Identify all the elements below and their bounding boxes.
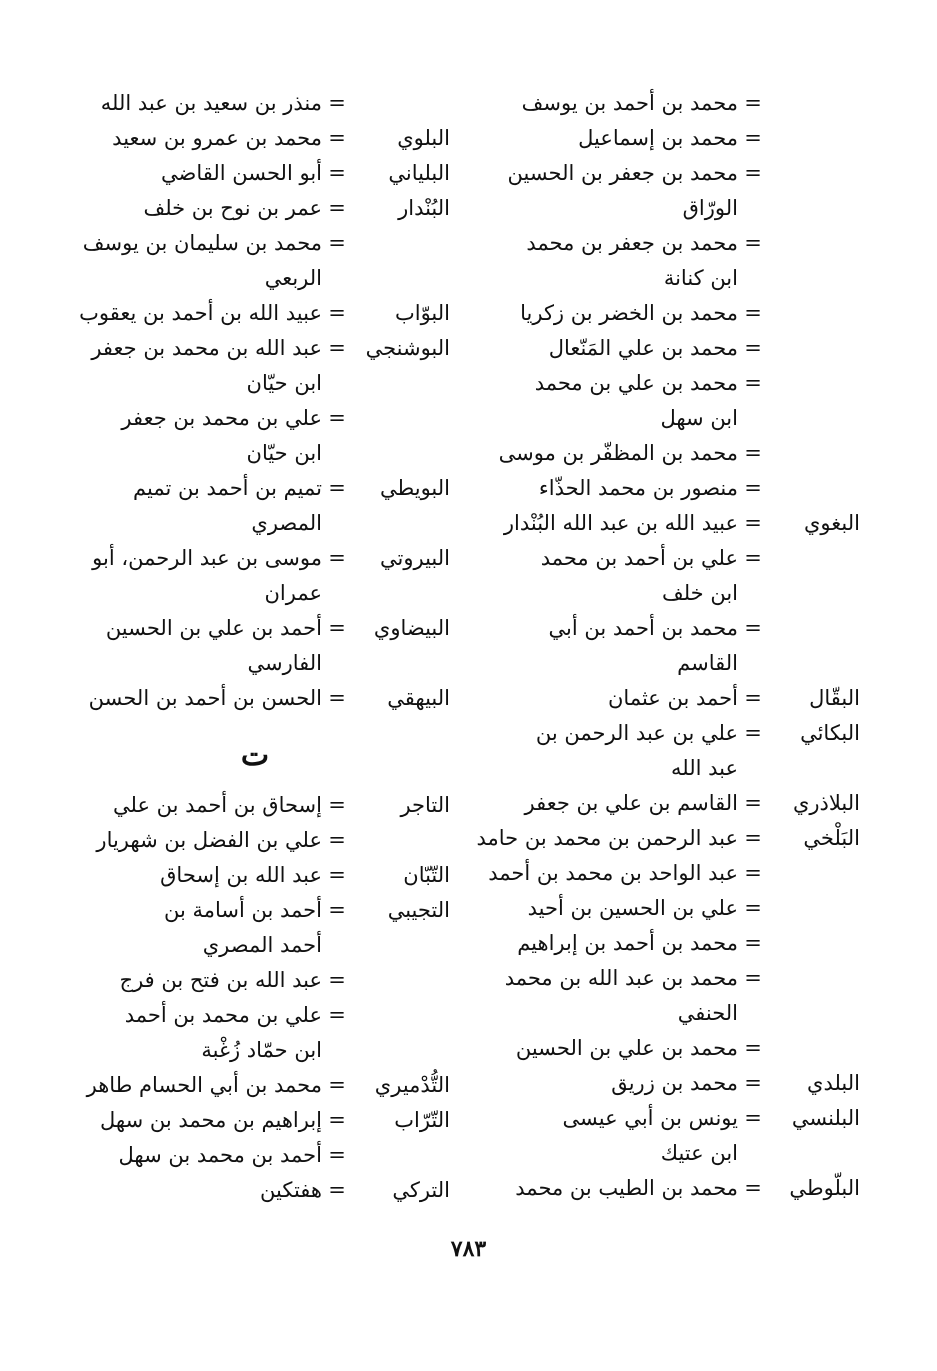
index-entry: [60, 823, 450, 858]
index-entry: [60, 1068, 450, 1103]
equals-sign: =: [744, 896, 762, 920]
entry-nisba: البويطي: [380, 476, 450, 500]
index-entry: [470, 471, 860, 506]
index-entry: [60, 471, 450, 541]
entry-name: [60, 963, 322, 998]
index-entry: [60, 86, 450, 121]
equals-sign: =: [744, 511, 762, 535]
entry-name-line: ابن سهل: [660, 406, 738, 430]
entry-name: [470, 506, 738, 541]
equals-sign: =: [328, 161, 346, 185]
entry-name: [60, 1173, 322, 1208]
entry-name: [60, 296, 322, 331]
equals-sign: =: [744, 1071, 762, 1095]
equals-sign: =: [744, 931, 762, 955]
equals-sign: =: [744, 721, 762, 745]
entry-name: [470, 961, 738, 1031]
entry-name: [470, 856, 738, 891]
entry-name-line: محمد بن علي المَنّعال: [548, 336, 738, 360]
entry-name: [60, 681, 322, 716]
entry-name-line: ابن حيّان: [246, 441, 322, 465]
entry-nisba: البوّاب: [394, 301, 450, 325]
entry-nisba: البَلْخي: [803, 826, 860, 850]
entry-nisba: البيضاوي: [373, 616, 450, 640]
index-entry: [60, 963, 450, 998]
entry-name-line: هفتكين: [260, 1178, 322, 1202]
index-entry: [60, 611, 450, 681]
entry-name-line: عمران: [264, 581, 322, 605]
index-entry: [470, 786, 860, 821]
equals-sign: =: [744, 91, 762, 115]
entry-name: [470, 1101, 738, 1171]
entry-name-line: محمد بن أحمد بن إبراهيم: [517, 931, 738, 955]
entry-name-line: منصور بن محمد الحذّاء: [538, 476, 738, 500]
index-entry: [470, 366, 860, 436]
entry-name-line: عبد الواحد بن محمد بن أحمد: [488, 861, 738, 885]
entry-name-line: محمد بن جعفر بن محمد: [526, 231, 738, 255]
equals-sign: =: [744, 686, 762, 710]
equals-sign: =: [744, 231, 762, 255]
entry-nisba: التّرّاب: [394, 1108, 450, 1132]
entry-nisba: البُنْدار: [398, 196, 450, 220]
index-entry: [470, 436, 860, 471]
equals-sign: =: [744, 966, 762, 990]
entry-name: [60, 893, 322, 963]
equals-sign: =: [744, 441, 762, 465]
entry-nisba: التّبّان: [403, 863, 450, 887]
entry-nisba: البلّوطي: [789, 1176, 860, 1200]
entry-name: [60, 226, 322, 296]
entry-name-line: محمد بن الخضر بن زكريا: [520, 301, 738, 325]
entry-name-line: عبيد الله بن أحمد بن يعقوب: [79, 301, 322, 325]
entry-name-line: علي بن أحمد بن محمد: [540, 546, 738, 570]
entry-name-line: المصري: [251, 511, 322, 535]
entry-name-line: عمر بن نوح بن خلف: [143, 196, 322, 220]
equals-sign: =: [744, 336, 762, 360]
entry-name-line: محمد بن سليمان بن يوسف: [82, 231, 322, 255]
entry-nisba: البقّال: [809, 686, 860, 710]
index-entry: [60, 788, 450, 823]
entry-name: [470, 891, 738, 926]
index-entry: [60, 541, 450, 611]
entry-name-line: عبد الله: [670, 756, 738, 780]
entry-name-line: تميم بن أحمد بن تميم: [133, 476, 322, 500]
equals-sign: =: [328, 301, 346, 325]
entry-name-line: أبو الحسن القاضي: [161, 161, 322, 185]
equals-sign: =: [328, 406, 346, 430]
index-entry: [470, 506, 860, 541]
entry-name-line: ابن حمّاد زُغْبة: [201, 1038, 322, 1062]
index-entry: [470, 1031, 860, 1066]
entry-name-line: محمد بن أحمد بن أبي: [548, 616, 738, 640]
entry-name-line: الربعي: [264, 266, 322, 290]
equals-sign: =: [328, 1003, 346, 1027]
entry-name-line: أحمد المصري: [202, 933, 322, 957]
entry-name: [470, 1171, 738, 1206]
entry-name-line: الحسن بن أحمد بن الحسن: [88, 686, 322, 710]
entry-name: [60, 611, 322, 681]
entry-name: [470, 86, 738, 121]
entry-name-line: الورّاق: [682, 196, 738, 220]
equals-sign: =: [744, 1036, 762, 1060]
equals-sign: =: [328, 1178, 346, 1202]
equals-sign: =: [744, 161, 762, 185]
entry-nisba: البلياني: [388, 161, 450, 185]
entry-name-line: ابن خلف: [661, 581, 738, 605]
equals-sign: =: [744, 826, 762, 850]
equals-sign: =: [744, 301, 762, 325]
index-entry: [60, 893, 450, 963]
entry-name: [60, 1103, 322, 1138]
entry-name-line: أحمد بن أسامة بن: [163, 898, 322, 922]
entry-name-line: الحنفي: [677, 1001, 738, 1025]
index-entry: [470, 296, 860, 331]
entry-name-line: يونس بن أبي عيسى: [562, 1106, 738, 1130]
index-entry: [60, 191, 450, 226]
entry-name: [470, 156, 738, 226]
index-entry: [470, 156, 860, 226]
entry-name-line: علي بن الحسين بن أحيد: [527, 896, 738, 920]
equals-sign: =: [328, 336, 346, 360]
entry-nisba: البوشنجي: [365, 336, 450, 360]
index-entry: [470, 611, 860, 681]
entry-name: [470, 436, 738, 471]
index-entry: [470, 891, 860, 926]
entry-name-line: عبد الله بن فتح بن فرج: [119, 968, 322, 992]
entry-name-line: علي بن محمد بن جعفر: [121, 406, 322, 430]
equals-sign: =: [328, 968, 346, 992]
equals-sign: =: [328, 616, 346, 640]
entry-name-line: منذر بن سعيد بن عبد الله: [100, 91, 322, 115]
entry-name: [470, 121, 738, 156]
equals-sign: =: [328, 91, 346, 115]
index-entry: [60, 1173, 450, 1208]
entry-name: [60, 541, 322, 611]
index-entry: [470, 1171, 860, 1206]
entry-nisba: التاجر: [400, 793, 450, 817]
entry-name-line: محمد بن عمرو بن سعيد: [112, 126, 322, 150]
entry-name-line: القاسم بن علي بن جعفر: [524, 791, 738, 815]
equals-sign: =: [744, 546, 762, 570]
entry-nisba: البلدي: [807, 1071, 860, 1095]
entry-name: [470, 331, 738, 366]
index-entry: [60, 1138, 450, 1173]
entry-name: [60, 788, 322, 823]
equals-sign: =: [328, 793, 346, 817]
entry-name-line: محمد بن إسماعيل: [578, 126, 738, 150]
equals-sign: =: [744, 616, 762, 640]
entry-name-line: إبراهيم بن محمد بن سهل: [100, 1108, 322, 1132]
entry-name: [60, 1068, 322, 1103]
index-entry: [470, 226, 860, 296]
index-entry: [60, 226, 450, 296]
equals-sign: =: [328, 686, 346, 710]
right-column: [470, 86, 860, 1206]
entry-nisba: البغوي: [804, 511, 860, 535]
entry-name-line: محمد بن عبد الله بن محمد: [504, 966, 738, 990]
left-column: [60, 86, 450, 1208]
index-entry: [470, 1101, 860, 1171]
section-letter: ت: [240, 738, 270, 773]
index-entry: [470, 121, 860, 156]
equals-sign: =: [744, 476, 762, 500]
index-entry: [470, 856, 860, 891]
entry-name: [470, 541, 738, 611]
entry-name-line: ابن كنانة: [663, 266, 738, 290]
entry-name-line: محمد بن المظفّر بن موسى: [498, 441, 738, 465]
entry-nisba: البلنسي: [791, 1106, 860, 1130]
index-entry: [60, 858, 450, 893]
entry-name-line: موسى بن عبد الرحمن، أبو: [92, 546, 322, 570]
index-entry: [470, 541, 860, 611]
entry-nisba: التُّدْميري: [374, 1073, 450, 1097]
equals-sign: =: [328, 863, 346, 887]
entry-nisba: البكائي: [800, 721, 860, 745]
equals-sign: =: [328, 1108, 346, 1132]
index-entry: [60, 296, 450, 331]
entry-name-line: علي بن عبد الرحمن بن: [535, 721, 738, 745]
left-column-bottom: [60, 788, 450, 1208]
index-entry: [470, 926, 860, 961]
entry-name-line: عبيد الله بن عبد الله البُنْدار: [503, 511, 738, 535]
page-number: ٧٨٣: [450, 1236, 487, 1262]
entry-name-line: محمد بن علي بن الحسين: [515, 1036, 738, 1060]
index-entry: [60, 998, 450, 1068]
equals-sign: =: [744, 861, 762, 885]
entry-name-line: محمد بن أحمد بن يوسف: [521, 91, 738, 115]
entry-name: [60, 823, 322, 858]
entry-nisba: البلاذري: [792, 791, 860, 815]
entry-name: [60, 401, 322, 471]
entry-nisba: التجيبي: [387, 898, 450, 922]
entry-name-line: إسحاق بن أحمد بن علي: [112, 793, 322, 817]
equals-sign: =: [744, 126, 762, 150]
equals-sign: =: [744, 1176, 762, 1200]
index-entry: [60, 1103, 450, 1138]
entry-name: [60, 331, 322, 401]
entry-name-line: ابن عتيك: [660, 1141, 738, 1165]
equals-sign: =: [328, 1073, 346, 1097]
entry-name: [470, 716, 738, 786]
index-entry: [470, 716, 860, 786]
index-entry: [60, 156, 450, 191]
equals-sign: =: [328, 126, 346, 150]
index-entry: [60, 401, 450, 471]
entry-name-line: علي بن الفضل بن شهريار: [96, 828, 322, 852]
equals-sign: =: [744, 371, 762, 395]
entry-name: [470, 366, 738, 436]
entry-name-line: الفارسي: [247, 651, 322, 675]
entry-name: [470, 611, 738, 681]
index-entry: [60, 681, 450, 716]
equals-sign: =: [328, 476, 346, 500]
equals-sign: =: [328, 828, 346, 852]
entry-name-line: القاسم: [677, 651, 738, 675]
entry-name: [60, 998, 322, 1068]
index-entry: [470, 86, 860, 121]
index-entry: [470, 821, 860, 856]
entry-name: [60, 191, 322, 226]
entry-nisba: البلوي: [397, 126, 450, 150]
entry-name: [470, 296, 738, 331]
entry-nisba: البيهقي: [387, 686, 450, 710]
entry-name-line: عبد الله بن محمد بن جعفر: [91, 336, 322, 360]
equals-sign: =: [328, 546, 346, 570]
index-entry: [470, 331, 860, 366]
equals-sign: =: [328, 898, 346, 922]
entry-name-line: محمد بن جعفر بن الحسين: [507, 161, 738, 185]
entry-name-line: محمد بن الطيب بن محمد: [515, 1176, 738, 1200]
index-entry: [470, 1066, 860, 1101]
equals-sign: =: [744, 1106, 762, 1130]
entry-name-line: محمد بن أبي الحسام طاهر: [86, 1073, 322, 1097]
entry-name: [470, 1031, 738, 1066]
entry-name: [470, 226, 738, 296]
index-entry: [470, 681, 860, 716]
entry-name: [60, 156, 322, 191]
entry-name-line: عبد الله بن إسحاق: [160, 863, 322, 887]
entry-name: [60, 858, 322, 893]
entry-name: [470, 786, 738, 821]
entry-name: [470, 471, 738, 506]
entry-name: [60, 121, 322, 156]
entry-name: [470, 1066, 738, 1101]
entry-name: [60, 1138, 322, 1173]
entry-name-line: محمد بن علي بن محمد: [534, 371, 738, 395]
index-entry: [470, 961, 860, 1031]
entry-name: [470, 681, 738, 716]
equals-sign: =: [328, 231, 346, 255]
entry-nisba: التركي: [392, 1178, 450, 1202]
entry-name-line: أحمد بن محمد بن سهل: [118, 1143, 322, 1167]
equals-sign: =: [744, 791, 762, 815]
entry-nisba: البيروتي: [380, 546, 450, 570]
entry-name: [470, 926, 738, 961]
entry-name: [470, 821, 738, 856]
index-entry: [60, 331, 450, 401]
entry-name: [60, 86, 322, 121]
entry-name-line: عبد الرحمن بن محمد بن حامد: [476, 826, 738, 850]
entry-name-line: ابن حيّان: [246, 371, 322, 395]
equals-sign: =: [328, 1143, 346, 1167]
equals-sign: =: [328, 196, 346, 220]
index-entry: [60, 121, 450, 156]
entry-name-line: أحمد بن علي بن الحسين: [105, 616, 322, 640]
entry-name-line: أحمد بن عثمان: [608, 686, 738, 710]
entry-name: [60, 471, 322, 541]
left-column-top: [60, 86, 450, 716]
entry-name-line: علي بن محمد بن أحمد: [124, 1003, 322, 1027]
entry-name-line: محمد بن زريق: [611, 1071, 738, 1095]
